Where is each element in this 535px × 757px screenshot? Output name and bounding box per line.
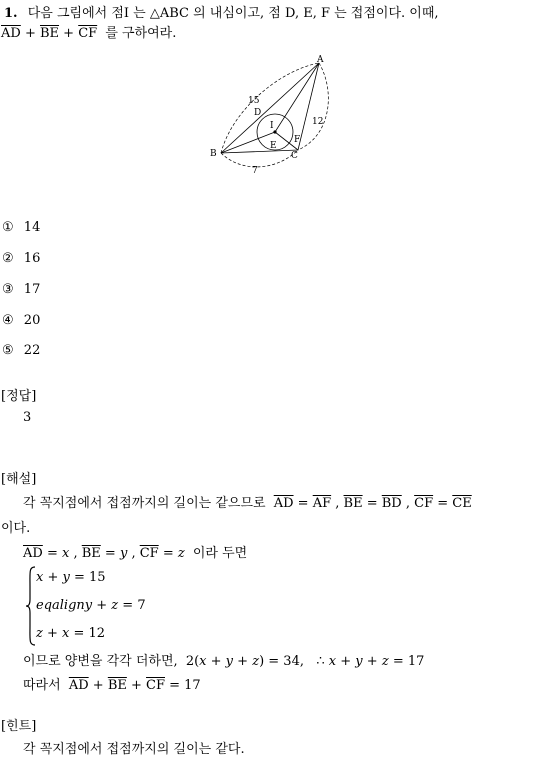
choice-3[interactable] bbox=[2, 282, 40, 297]
hint-heading: [힌트] bbox=[1, 719, 37, 734]
choice-marker: ⑤ bbox=[2, 343, 14, 358]
equation-2: eqaligny + z = 7 bbox=[36, 598, 146, 613]
problem-number: 1. bbox=[4, 6, 18, 21]
problem-stem bbox=[4, 2, 439, 21]
choice-value: 14 bbox=[23, 220, 41, 235]
hint-text: 각 꼭지점에서 접점까지의 길이는 같다. bbox=[23, 742, 245, 757]
label-e: E bbox=[270, 141, 277, 151]
choice-5[interactable] bbox=[2, 343, 40, 358]
segment-bi bbox=[221, 132, 275, 153]
triangle-figure bbox=[0, 50, 535, 240]
label-i: I bbox=[270, 121, 274, 131]
edge-length-bc: 7 bbox=[252, 166, 258, 176]
label-c: C bbox=[291, 151, 298, 161]
choice-2[interactable] bbox=[2, 251, 40, 266]
answer-heading: [정답] bbox=[1, 389, 37, 404]
side-bc bbox=[221, 150, 298, 153]
answer-value: 3 bbox=[23, 410, 32, 425]
side-ab bbox=[221, 63, 319, 153]
problem-text-line1: 다음 그림에서 점I 는 △ABC 의 내심이고, 점 D, E, F 는 접점이다. 이때, bbox=[27, 6, 439, 21]
explanation-line2: 이다. bbox=[1, 521, 31, 536]
choice-marker: ② bbox=[2, 251, 14, 266]
label-f: F bbox=[294, 135, 301, 145]
label-d: D bbox=[254, 108, 262, 118]
explanation-line1: 각 꼭지점에서 접점까지의 길이는 같으므로 $\overline{AD} = \overline{AF}$ , $\overline{BE} = \overline{BD}$ , $\overline{CF} = \overline{CE}$ bbox=[23, 496, 472, 511]
label-b: B bbox=[210, 149, 217, 159]
choice-marker: ④ bbox=[2, 313, 14, 328]
explanation-sum: 이므로 양변을 각각 더하면, 2(x + y + z) = 34, ∴ x + y + z = 17 bbox=[23, 654, 425, 669]
explanation-let: $\overline{AD} = x$ , $\overline{BE} = y$ , $\overline{CF} = z$ 이라 두면 bbox=[23, 546, 248, 561]
edge-length-ab: 15 bbox=[248, 96, 260, 106]
choice-value: 16 bbox=[23, 251, 41, 266]
edge-length-ac: 12 bbox=[312, 117, 324, 127]
explanation-conclusion: 따라서 $\overline{AD} + \overline{BE} + \overline{CF} = 17$ bbox=[23, 678, 201, 693]
choice-value: 17 bbox=[23, 282, 41, 297]
choice-marker: ① bbox=[2, 220, 14, 235]
choice-marker: ③ bbox=[2, 282, 14, 297]
choice-4[interactable] bbox=[2, 313, 40, 328]
arc-ac bbox=[298, 63, 328, 150]
equation-3: z + x = 12 bbox=[36, 626, 106, 641]
choice-1[interactable] bbox=[2, 220, 40, 235]
problem-text-line2: 를 구하여라. bbox=[105, 26, 177, 41]
choice-value: 20 bbox=[23, 313, 41, 328]
label-a: A bbox=[317, 55, 324, 65]
explanation-heading: [해설] bbox=[1, 472, 37, 487]
side-ac bbox=[298, 63, 319, 150]
incenter-point bbox=[273, 130, 276, 133]
problem-stem-line2: $\overline{AD} + \overline{BE} + \overline{CF}$ 를 구하여라. bbox=[1, 26, 177, 41]
equation-1: x + y = 15 bbox=[36, 570, 106, 585]
choice-value: 22 bbox=[23, 343, 41, 358]
